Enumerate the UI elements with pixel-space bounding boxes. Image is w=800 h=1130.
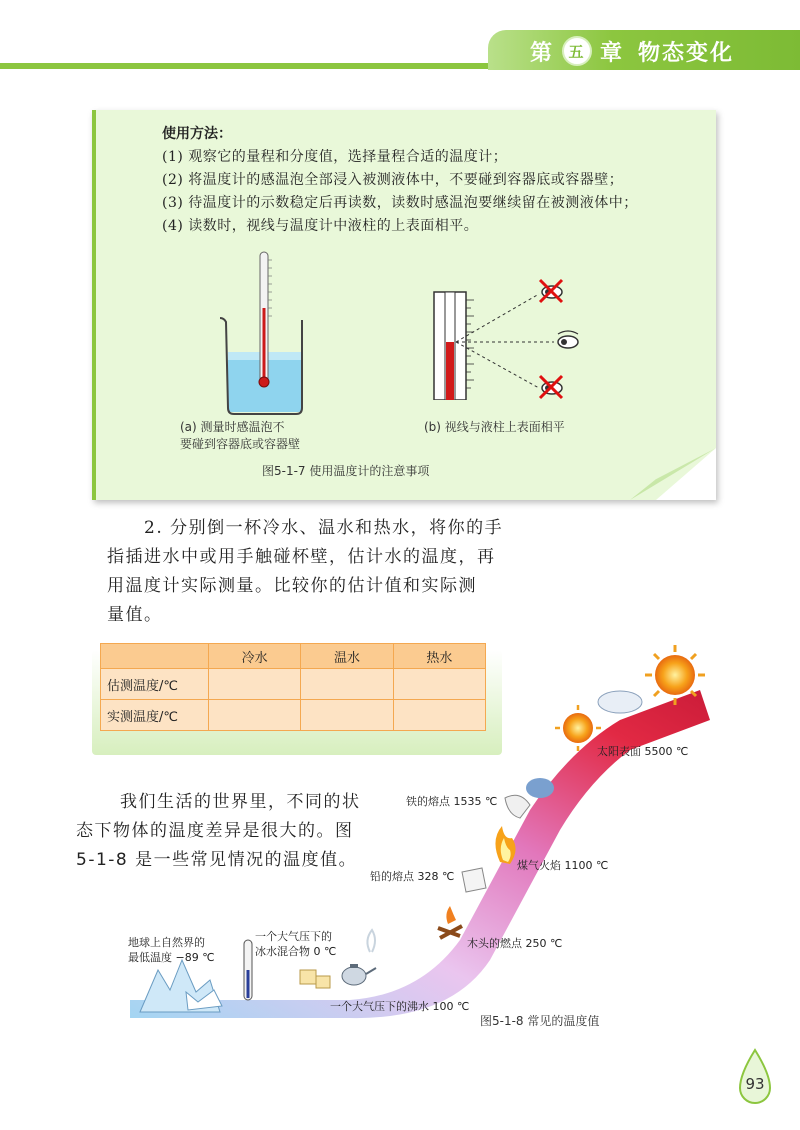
figure-b-caption: (b) 视线与液柱上表面相平	[424, 420, 565, 434]
row-label-estimated: 估测温度/℃	[101, 669, 209, 700]
figure-a-caption-line1: (a) 测量时感温泡不	[180, 420, 285, 434]
label-ice-water-line2: 冰水混合物 0 ℃	[255, 945, 337, 958]
beaker-thermometer-illustration	[210, 248, 320, 418]
flame-icon	[495, 826, 515, 864]
usage-item-3: (3) 待温度计的示数稳定后再读数，读数时感温泡要继续留在被测液体中；	[162, 195, 638, 211]
intro-line-1: 我们生活的世界里，不同的状	[120, 792, 361, 812]
figure-5-1-8-title: 图5-1-8 常见的温度值	[480, 1014, 600, 1028]
eye-icon	[540, 280, 562, 302]
chapter-heading	[530, 36, 734, 66]
usage-item-1: (1) 观察它的量程和分度值，选择量程合适的温度计；	[162, 149, 508, 165]
row-label-measured: 实测温度/℃	[101, 700, 209, 731]
activity-line-4: 量值。	[107, 605, 163, 625]
intro-line-3: 5-1-8 是一些常见情况的温度值。	[76, 850, 358, 870]
label-earth-min-line1: 地球上自然界的	[128, 936, 205, 949]
sightline-illustration	[424, 278, 594, 400]
label-wood-ignition: 木头的燃点 250 ℃	[467, 937, 563, 950]
chapter-prefix: 第	[530, 40, 555, 66]
figure-5-1-7-title: 图5-1-7 使用温度计的注意事项	[262, 464, 430, 478]
chapter-suffix: 章	[600, 40, 625, 66]
label-sun-surface: 太阳表面 5500 ℃	[597, 745, 689, 758]
figure-a-caption-line2: 要碰到容器底或容器壁	[180, 437, 301, 451]
label-earth-min-line2: 最低温度 −89 ℃	[128, 951, 215, 964]
kettle-icon	[342, 930, 376, 985]
activity-line-1: 2. 分别倒一杯冷水、温水和热水，将你的手	[144, 518, 504, 538]
usage-item-2: (2) 将温度计的感温泡全部浸入被测液体中，不要碰到容器底或容器壁；	[162, 172, 624, 188]
page-number: 93	[745, 1075, 765, 1093]
label-gas-flame: 煤气火焰 1100 ℃	[517, 859, 609, 872]
table-header-cold: 冷水	[209, 644, 301, 669]
sun-icon	[645, 645, 705, 705]
chapter-number-badge: 五	[562, 36, 592, 66]
intro-line-2: 态下物体的温度差异是很大的。图	[76, 821, 354, 841]
label-boiling-water: 一个大气压下的沸水 100 ℃	[330, 1000, 470, 1013]
usage-title: 使用方法：	[162, 126, 232, 142]
table-header-hot: 热水	[393, 644, 485, 669]
label-iron-melting: 铁的熔点 1535 ℃	[406, 795, 498, 808]
chapter-title: 物态变化	[638, 40, 735, 66]
label-lead-melting: 铅的熔点 328 ℃	[370, 870, 455, 883]
label-ice-water-line1: 一个大气压下的	[255, 930, 332, 943]
activity-line-3: 用温度计实际测量。比较你的估计值和实际测	[107, 576, 477, 596]
usage-item-4: (4) 读数时，视线与温度计中液柱的上表面相平。	[162, 218, 479, 234]
activity-line-2: 指插进水中或用手触碰杯壁，估计水的温度，再	[107, 547, 496, 567]
table-header-warm: 温水	[301, 644, 393, 669]
